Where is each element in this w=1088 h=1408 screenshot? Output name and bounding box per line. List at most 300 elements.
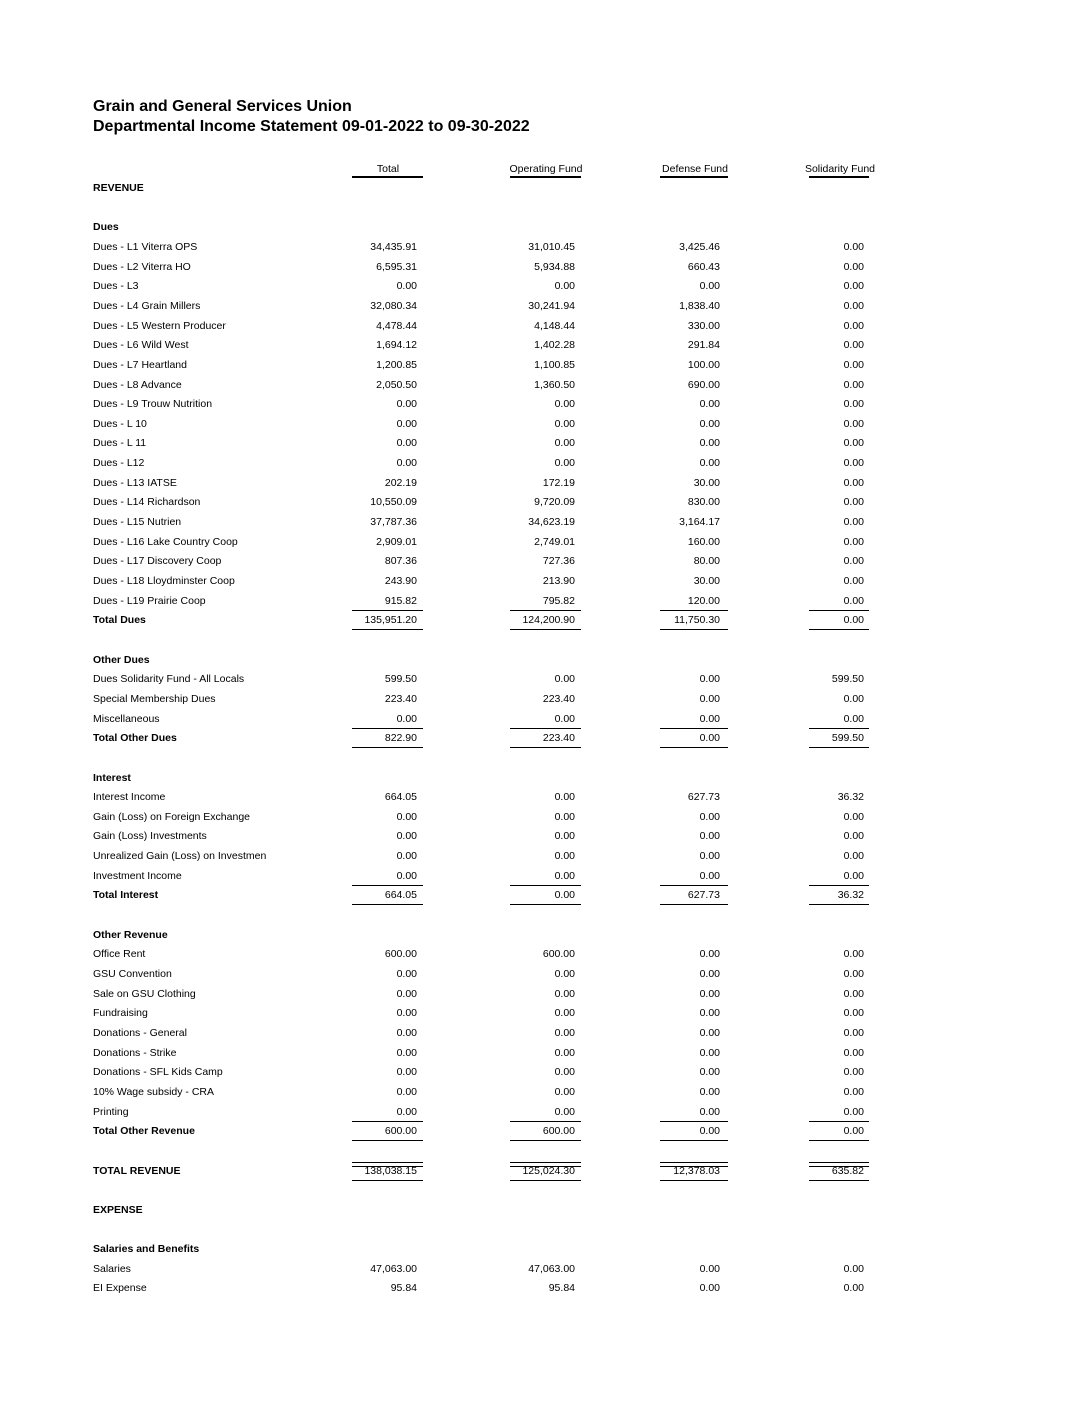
total-rule xyxy=(660,1162,728,1167)
column-header-rule xyxy=(809,176,869,178)
cell-value: 0.00 xyxy=(396,810,417,823)
subtotal-rule xyxy=(809,610,869,611)
total-rule xyxy=(510,904,581,905)
subtotal-rule xyxy=(510,885,581,886)
cell-value: 0.00 xyxy=(699,1007,720,1020)
spacer-row xyxy=(0,752,1088,770)
table-row xyxy=(0,516,1088,534)
total-rule xyxy=(510,1162,581,1167)
subtotal-rule xyxy=(809,728,869,729)
cell-value: 0.00 xyxy=(396,1046,417,1059)
table-row xyxy=(0,673,1088,691)
row-label: REVENUE xyxy=(93,182,144,194)
table-row xyxy=(0,948,1088,966)
cell-value: 4,148.44 xyxy=(534,319,575,332)
cell-value: 0.00 xyxy=(554,810,575,823)
cell-value: 0.00 xyxy=(554,437,575,450)
cell-value: 243.90 xyxy=(384,575,417,587)
cell-value: 3,164.17 xyxy=(679,516,720,529)
cell-value: 0.00 xyxy=(554,398,575,411)
row-label: Total Other Dues xyxy=(93,732,177,745)
row-label: Donations - SFL Kids Camp xyxy=(93,1066,223,1079)
cell-value: 0.00 xyxy=(843,398,864,411)
cell-value: 1,838.40 xyxy=(679,299,720,312)
row-label: Gain (Loss) Investments xyxy=(93,830,207,843)
cell-value: 664.05 xyxy=(384,791,417,804)
cell-value: 223.40 xyxy=(542,732,575,745)
subtotal-rule xyxy=(352,1121,423,1122)
table-row xyxy=(0,398,1088,416)
section-heading xyxy=(0,1243,1088,1261)
cell-value: 0.00 xyxy=(843,476,864,489)
cell-value: 0.00 xyxy=(843,810,864,823)
section-heading xyxy=(0,182,1088,200)
cell-value: 2,050.50 xyxy=(376,378,417,391)
total-rule xyxy=(510,1180,581,1181)
subtotal-rule xyxy=(660,885,728,886)
cell-value: 135,951.20 xyxy=(364,614,417,627)
cell-value: 0.00 xyxy=(396,457,417,470)
row-label: Dues - L7 Heartland xyxy=(93,358,187,371)
cell-value: 0.00 xyxy=(554,1046,575,1059)
table-row xyxy=(0,379,1088,397)
subtotal-rule xyxy=(809,885,869,886)
total-rule xyxy=(809,1180,869,1181)
cell-value: 0.00 xyxy=(554,889,575,902)
row-label: Miscellaneous xyxy=(93,712,160,725)
row-label: Dues - L13 IATSE xyxy=(93,476,177,489)
cell-value: 202.19 xyxy=(384,476,417,489)
total-rule xyxy=(352,1180,423,1181)
total-rule xyxy=(809,1162,869,1167)
subtotal-rule xyxy=(510,610,581,611)
cell-value: 0.00 xyxy=(843,437,864,450)
table-row xyxy=(0,437,1088,455)
total-rule xyxy=(660,1140,728,1141)
cell-value: 0.00 xyxy=(396,850,417,863)
row-label: Unrealized Gain (Loss) on Investmen xyxy=(93,850,267,863)
cell-value: 1,360.50 xyxy=(534,378,575,391)
cell-value: 0.00 xyxy=(843,830,864,843)
cell-value: 30,241.94 xyxy=(528,299,575,312)
cell-value: 600.00 xyxy=(384,1125,417,1138)
cell-value: 32,080.34 xyxy=(370,299,417,312)
row-label: Dues - L12 xyxy=(93,457,145,470)
cell-value: 727.36 xyxy=(542,555,575,568)
row-label: Interest xyxy=(93,771,131,784)
cell-value: 330.00 xyxy=(687,319,720,332)
cell-value: 0.00 xyxy=(699,850,720,863)
cell-value: 807.36 xyxy=(384,555,417,568)
cell-value: 627.73 xyxy=(687,889,720,902)
row-label: Donations - Strike xyxy=(93,1046,177,1059)
cell-value: 0.00 xyxy=(843,555,864,568)
row-label: Salaries and Benefits xyxy=(93,1243,200,1256)
row-label: Dues - L5 Western Producer xyxy=(93,319,226,332)
cell-value: 0.00 xyxy=(843,280,864,293)
table-row xyxy=(0,988,1088,1006)
cell-value: 37,787.36 xyxy=(370,516,417,529)
table-row xyxy=(0,477,1088,495)
table-row xyxy=(0,1282,1088,1300)
row-label: Dues - L3 xyxy=(93,280,139,293)
cell-value: 0.00 xyxy=(843,378,864,391)
spacer-row xyxy=(0,202,1088,220)
table-row xyxy=(0,1066,1088,1084)
cell-value: 822.90 xyxy=(384,732,417,745)
total-rule xyxy=(660,904,728,905)
total-rule xyxy=(510,747,581,748)
table-row xyxy=(0,536,1088,554)
table-row xyxy=(0,280,1088,298)
table-row xyxy=(0,320,1088,338)
table-row xyxy=(0,359,1088,377)
row-label: Salaries xyxy=(93,1262,131,1275)
row-label: Dues - L2 Viterra HO xyxy=(93,260,191,273)
cell-value: 0.00 xyxy=(843,594,864,607)
subtotal-rule xyxy=(660,728,728,729)
cell-value: 0.00 xyxy=(843,1026,864,1039)
spacer-row xyxy=(0,909,1088,927)
total-rule xyxy=(510,1140,581,1141)
cell-value: 95.84 xyxy=(390,1282,417,1295)
row-label: Total Dues xyxy=(93,614,146,627)
cell-value: 0.00 xyxy=(396,398,417,411)
cell-value: 0.00 xyxy=(843,299,864,312)
total-rule xyxy=(352,1140,423,1141)
cell-value: 599.50 xyxy=(831,732,864,745)
row-label: Dues - L4 Grain Millers xyxy=(93,299,201,312)
subtotal-rule xyxy=(352,610,423,611)
cell-value: 0.00 xyxy=(699,1105,720,1118)
cell-value: 0.00 xyxy=(843,535,864,548)
cell-value: 599.50 xyxy=(384,673,417,686)
cell-value: 599.50 xyxy=(831,673,864,686)
cell-value: 0.00 xyxy=(396,1105,417,1118)
row-label: GSU Convention xyxy=(93,968,172,980)
cell-value: 0.00 xyxy=(396,1026,417,1039)
cell-value: 0.00 xyxy=(396,280,417,293)
cell-value: 0.00 xyxy=(843,516,864,529)
cell-value: 36.32 xyxy=(837,889,864,902)
cell-value: 0.00 xyxy=(699,398,720,411)
cell-value: 0.00 xyxy=(699,968,720,980)
cell-value: 0.00 xyxy=(699,987,720,1000)
section-heading xyxy=(0,772,1088,790)
spacer-row xyxy=(0,634,1088,652)
table-row xyxy=(0,339,1088,357)
subtotal-rule xyxy=(660,1121,728,1122)
cell-value: 0.00 xyxy=(843,692,864,705)
total-rule xyxy=(809,747,869,748)
cell-value: 12,378.03 xyxy=(673,1164,720,1177)
cell-value: 0.00 xyxy=(699,437,720,450)
cell-value: 0.00 xyxy=(554,987,575,1000)
cell-value: 664.05 xyxy=(384,889,417,902)
cell-value: 80.00 xyxy=(693,555,720,568)
cell-value: 34,435.91 xyxy=(370,240,417,253)
cell-value: 0.00 xyxy=(699,1066,720,1079)
cell-value: 0.00 xyxy=(554,1007,575,1020)
cell-value: 0.00 xyxy=(699,869,720,882)
subtotal-rule xyxy=(660,610,728,611)
cell-value: 0.00 xyxy=(554,1026,575,1039)
row-label: EXPENSE xyxy=(93,1203,143,1216)
subtotal-rule xyxy=(510,728,581,729)
table-row xyxy=(0,811,1088,829)
cell-value: 635.82 xyxy=(831,1164,864,1177)
cell-value: 2,749.01 xyxy=(534,535,575,548)
row-label: Special Membership Dues xyxy=(93,692,216,705)
table-row xyxy=(0,1027,1088,1045)
table-row xyxy=(0,1007,1088,1025)
section-heading xyxy=(0,221,1088,239)
table-row xyxy=(0,830,1088,848)
table-row xyxy=(0,261,1088,279)
total-rule xyxy=(352,1162,423,1167)
total-rule xyxy=(352,747,423,748)
table-row xyxy=(0,418,1088,436)
total-rule xyxy=(809,1140,869,1141)
cell-value: 0.00 xyxy=(396,417,417,430)
cell-value: 0.00 xyxy=(843,1066,864,1079)
cell-value: 95.84 xyxy=(548,1282,575,1295)
cell-value: 0.00 xyxy=(554,791,575,804)
cell-value: 213.90 xyxy=(542,575,575,587)
table-row xyxy=(0,457,1088,475)
column-header: Operating Fund xyxy=(509,163,583,175)
cell-value: 0.00 xyxy=(554,417,575,430)
row-label: Dues - L8 Advance xyxy=(93,378,182,391)
cell-value: 0.00 xyxy=(843,1085,864,1098)
cell-value: 36.32 xyxy=(837,791,864,804)
cell-value: 0.00 xyxy=(699,732,720,745)
cell-value: 223.40 xyxy=(384,692,417,705)
cell-value: 1,694.12 xyxy=(376,339,417,352)
cell-value: 0.00 xyxy=(699,457,720,470)
subtotal-rule xyxy=(352,728,423,729)
cell-value: 125,024.30 xyxy=(522,1164,575,1177)
cell-value: 0.00 xyxy=(396,437,417,450)
column-header-rule xyxy=(352,176,423,178)
row-label: Sale on GSU Clothing xyxy=(93,987,196,1000)
cell-value: 30.00 xyxy=(693,476,720,489)
spacer-row xyxy=(0,1145,1088,1163)
cell-value: 0.00 xyxy=(843,339,864,352)
cell-value: 0.00 xyxy=(843,948,864,961)
cell-value: 1,402.28 xyxy=(534,339,575,352)
cell-value: 0.00 xyxy=(699,692,720,705)
cell-value: 11,750.30 xyxy=(674,614,720,627)
cell-value: 0.00 xyxy=(699,1085,720,1098)
section-heading xyxy=(0,654,1088,672)
row-label: Dues - L1 Viterra OPS xyxy=(93,240,198,253)
row-label: Dues - L6 Wild West xyxy=(93,339,189,352)
row-label: Dues - L15 Nutrien xyxy=(93,516,182,529)
table-row xyxy=(0,241,1088,259)
cell-value: 600.00 xyxy=(542,948,575,961)
cell-value: 0.00 xyxy=(843,1007,864,1020)
total-rule xyxy=(352,629,423,630)
cell-value: 0.00 xyxy=(843,496,864,509)
total-rule xyxy=(660,1180,728,1181)
cell-value: 600.00 xyxy=(542,1125,575,1138)
total-rule xyxy=(809,904,869,905)
total-rule xyxy=(352,904,423,905)
cell-value: 9,720.09 xyxy=(534,496,575,509)
cell-value: 0.00 xyxy=(843,1046,864,1059)
cell-value: 1,200.85 xyxy=(376,358,417,371)
cell-value: 138,038.15 xyxy=(364,1164,417,1177)
cell-value: 0.00 xyxy=(843,1125,864,1138)
row-label: Dues - L16 Lake Country Coop xyxy=(93,535,238,548)
row-label: Fundraising xyxy=(93,1007,148,1020)
column-header-rule xyxy=(510,176,581,178)
cell-value: 0.00 xyxy=(699,1282,720,1295)
cell-value: 6,595.31 xyxy=(376,260,417,273)
cell-value: 0.00 xyxy=(699,1026,720,1039)
subtotal-rule xyxy=(510,1121,581,1122)
cell-value: 47,063.00 xyxy=(528,1262,575,1275)
cell-value: 660.43 xyxy=(687,260,720,273)
table-row xyxy=(0,693,1088,711)
section-heading xyxy=(0,929,1088,947)
cell-value: 0.00 xyxy=(843,614,864,627)
cell-value: 0.00 xyxy=(843,869,864,882)
section-heading xyxy=(0,1204,1088,1222)
cell-value: 0.00 xyxy=(843,1282,864,1295)
cell-value: 0.00 xyxy=(843,358,864,371)
row-label: Total Other Revenue xyxy=(93,1125,195,1138)
cell-value: 0.00 xyxy=(554,673,575,686)
cell-value: 0.00 xyxy=(554,1105,575,1118)
cell-value: 0.00 xyxy=(554,850,575,863)
cell-value: 0.00 xyxy=(843,1105,864,1118)
cell-value: 0.00 xyxy=(843,417,864,430)
cell-value: 0.00 xyxy=(843,240,864,253)
cell-value: 0.00 xyxy=(699,673,720,686)
cell-value: 0.00 xyxy=(843,712,864,725)
cell-value: 0.00 xyxy=(843,987,864,1000)
total-rule xyxy=(809,629,869,630)
cell-value: 223.40 xyxy=(542,692,575,705)
table-row xyxy=(0,850,1088,868)
subtotal-rule xyxy=(809,1121,869,1122)
row-label: TOTAL REVENUE xyxy=(93,1164,181,1177)
cell-value: 31,010.45 xyxy=(528,240,575,253)
cell-value: 915.82 xyxy=(384,594,417,607)
total-rule xyxy=(660,629,728,630)
table-row xyxy=(0,575,1088,593)
table-row xyxy=(0,1263,1088,1281)
cell-value: 0.00 xyxy=(554,712,575,725)
cell-value: 160.00 xyxy=(687,535,720,548)
cell-value: 830.00 xyxy=(687,496,720,509)
table-row xyxy=(0,300,1088,318)
column-header: Solidarity Fund xyxy=(804,163,876,175)
cell-value: 0.00 xyxy=(554,869,575,882)
row-label: Gain (Loss) on Foreign Exchange xyxy=(93,810,251,823)
cell-value: 0.00 xyxy=(699,810,720,823)
cell-value: 0.00 xyxy=(699,280,720,293)
cell-value: 0.00 xyxy=(843,1262,864,1275)
cell-value: 0.00 xyxy=(843,850,864,863)
cell-value: 0.00 xyxy=(554,457,575,470)
table-row xyxy=(0,496,1088,514)
row-label: Dues - L19 Prairie Coop xyxy=(93,594,206,607)
table-row xyxy=(0,555,1088,573)
cell-value: 0.00 xyxy=(396,869,417,882)
row-label: Office Rent xyxy=(93,948,146,961)
cell-value: 0.00 xyxy=(554,280,575,293)
row-label: Other Dues xyxy=(93,653,150,666)
cell-value: 0.00 xyxy=(554,830,575,843)
cell-value: 0.00 xyxy=(699,417,720,430)
table-row xyxy=(0,791,1088,809)
row-label: Interest Income xyxy=(93,791,166,804)
table-row xyxy=(0,968,1088,986)
cell-value: 0.00 xyxy=(843,319,864,332)
cell-value: 0.00 xyxy=(396,1066,417,1079)
subtotal-rule xyxy=(352,885,423,886)
total-rule xyxy=(510,629,581,630)
cell-value: 0.00 xyxy=(699,1125,720,1138)
organization-title: Grain and General Services Union xyxy=(93,98,352,115)
cell-value: 0.00 xyxy=(699,948,720,961)
cell-value: 0.00 xyxy=(396,968,417,980)
cell-value: 0.00 xyxy=(396,830,417,843)
row-label: Dues - L9 Trouw Nutrition xyxy=(93,398,213,411)
cell-value: 0.00 xyxy=(843,260,864,273)
cell-value: 100.00 xyxy=(687,358,720,371)
total-rule xyxy=(660,747,728,748)
column-header: Total xyxy=(376,163,400,175)
cell-value: 2,909.01 xyxy=(376,535,417,548)
cell-value: 690.00 xyxy=(687,378,720,391)
cell-value: 291.84 xyxy=(687,339,720,352)
cell-value: 124,200.90 xyxy=(522,614,575,627)
spacer-row xyxy=(0,1223,1088,1241)
cell-value: 10,550.09 xyxy=(370,496,417,509)
cell-value: 0.00 xyxy=(699,830,720,843)
row-label: Donations - General xyxy=(93,1026,187,1039)
row-label: Dues - L17 Discovery Coop xyxy=(93,555,222,568)
cell-value: 627.73 xyxy=(687,791,720,804)
row-label: Dues - L14 Richardson xyxy=(93,496,201,509)
cell-value: 0.00 xyxy=(396,712,417,725)
cell-value: 4,478.44 xyxy=(376,319,417,332)
cell-value: 0.00 xyxy=(554,1085,575,1098)
cell-value: 3,425.46 xyxy=(679,240,720,253)
cell-value: 34,623.19 xyxy=(528,516,575,529)
row-label: Investment Income xyxy=(93,869,182,882)
cell-value: 47,063.00 xyxy=(370,1262,417,1275)
row-label: EI Expense xyxy=(93,1282,147,1295)
row-label: Dues - L18 Lloydminster Coop xyxy=(93,575,235,587)
cell-value: 0.00 xyxy=(843,457,864,470)
cell-value: 0.00 xyxy=(554,968,575,980)
cell-value: 5,934.88 xyxy=(534,260,575,273)
row-label: Dues Solidarity Fund - All Locals xyxy=(93,673,245,686)
cell-value: 1,100.85 xyxy=(534,358,575,371)
row-label: Total Interest xyxy=(93,889,159,902)
column-header-rule xyxy=(660,176,728,178)
row-label: Other Revenue xyxy=(93,928,168,941)
cell-value: 0.00 xyxy=(699,1046,720,1059)
table-row xyxy=(0,1086,1088,1104)
row-label: Dues xyxy=(93,221,119,234)
cell-value: 172.19 xyxy=(542,476,575,489)
